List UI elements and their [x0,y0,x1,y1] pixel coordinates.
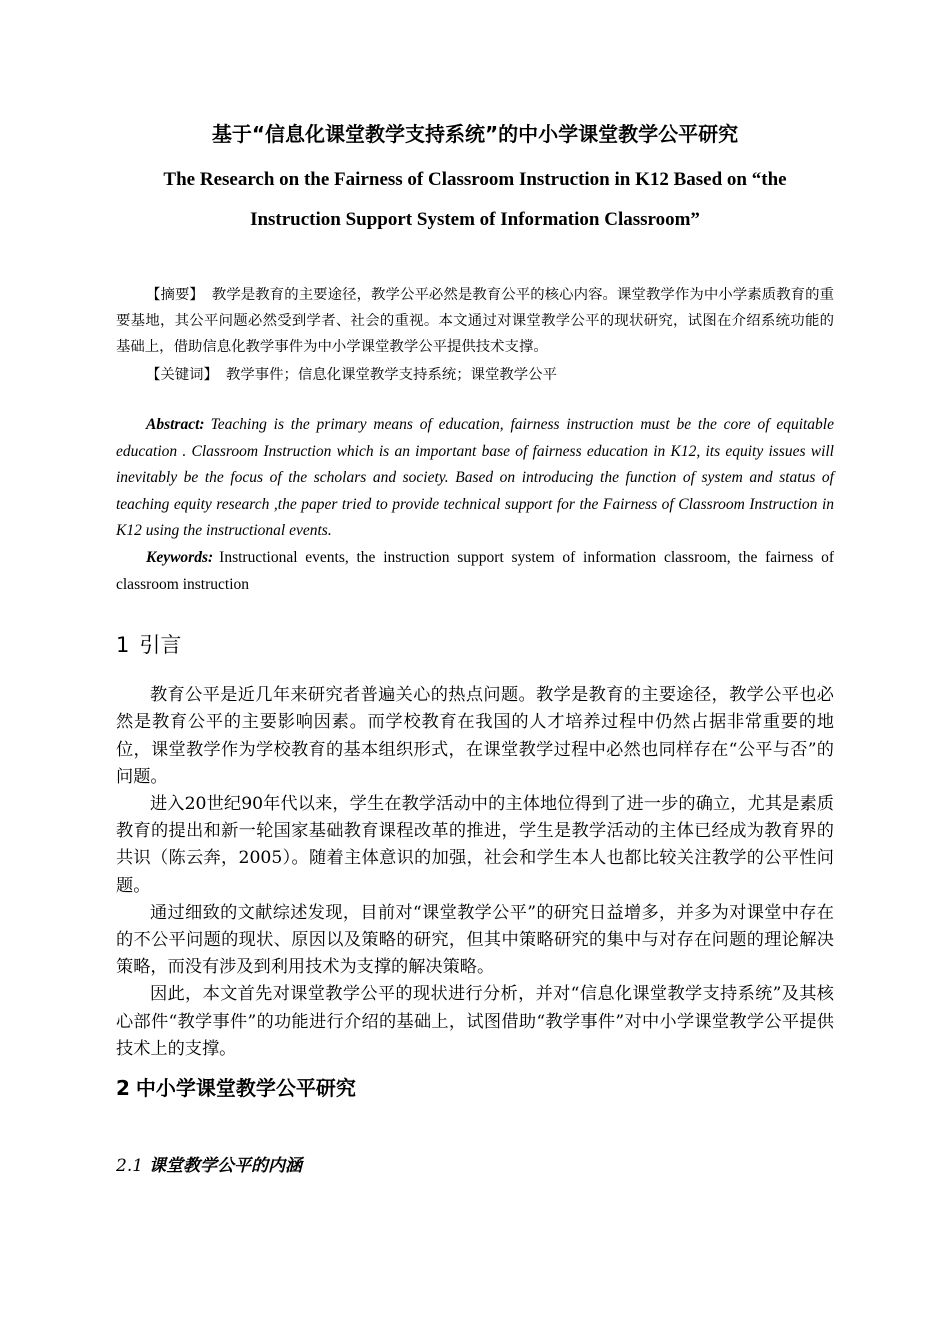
section-2-number: 2 [116,1076,130,1100]
section-1-number: 1 [116,633,130,658]
subsection-2-1-heading [116,1151,834,1181]
keywords-chinese-label: 【关键词】 [146,367,218,383]
abstract-english [116,412,834,545]
keywords-chinese-text: 教学事件；信息化课堂教学支持系统；课堂教学公平 [225,367,557,383]
keywords-chinese [116,362,834,388]
title-chinese: 基于“信息化课堂教学支持系统”的中小学课堂教学公平研究 [211,122,739,146]
keywords-english-text: Instructional events, the instruction support system of information classroom, the fairness of classroom instruction [116,548,834,593]
section-1-paragraph-1: 教育公平是近几年来研究者普遍关心的热点问题。教学是教育的主要途径，教学公平也必然是教育公平的主要影响因素。而学校教育在我国的人才培养过程中仍然占据非常重要的地位，课堂教学作为学校教育的基本组织形式，在课堂教学过程中必然也同样存在“公平与否”的问题。 [116,685,834,787]
subsection-2-1-number: 2.1 [116,1156,144,1176]
section-1-heading [116,628,834,662]
title-english-line-2: Instruction Support System of Information Classroom” [250,209,700,230]
section-1-paragraph-4: 因此，本文首先对课堂教学公平的现状进行分析，并对“信息化课堂教学支持系统”及其核心部件“教学事件”的功能进行介绍的基础上，试图借助“教学事件”对中小学课堂教学公平提供技术上的支撑。 [116,984,834,1059]
section-2-heading [116,1071,834,1105]
title-english-line-1: The Research on the Fairness of Classroom Instruction in K12 Based on “the [163,169,787,190]
keywords-english [116,545,834,598]
section-2-title: 中小学课堂教学公平研究 [135,1076,356,1100]
subsection-2-1-title: 课堂教学公平的内涵 [149,1156,303,1176]
abstract-chinese-label: 【摘要】 [146,287,204,303]
abstract-chinese-text: 教学是教育的主要途径，教学公平必然是教育公平的核心内容。课堂教学作为中小学素质教育的重要基地，其公平问题必然受到学者、社会的重视。本文通过对课堂教学公平的现状研究，试图在介绍系统功能的基础上，借助信息化教学事件为中小学课堂教学公平提供技术支撑。 [116,287,834,355]
keywords-english-label: Keywords: [146,548,214,566]
section-1-paragraph-3: 通过细致的文献综述发现，目前对“课堂教学公平”的研究日益增多，并多为对课堂中存在的不公平问题的现状、原因以及策略的研究，但其中策略研究的集中与对存在问题的理论解决策略，而没有涉及到利用技术为支撑的解决策略。 [116,902,834,978]
section-1-paragraph-2: 进入20世纪90年代以来，学生在教学活动中的主体地位得到了进一步的确立，尤其是素质教育的提出和新一轮国家基础教育课程改革的推进，学生是教学活动的主体已经成为教育界的共识（陈云奔，2005）。随着主体意识的加强，社会和学生本人也都比较关注教学的公平性问题。 [116,793,834,896]
abstract-chinese [116,282,834,360]
section-1-title: 引言 [139,633,182,658]
abstract-english-text: Teaching is the primary means of education, fairness instruction must be the core of equitable education . Classroom Instruction which is an important base of fairness education in K12, its equity issues will inevitably be the focus of the scholars and society. Based on introducing the function of system and status of teaching equity research ,the paper tried to provide technical support for the Fairness of Classroom Instruction in K12 using the instructional events. [116,416,834,540]
abstract-english-label: Abstract: [146,416,205,433]
